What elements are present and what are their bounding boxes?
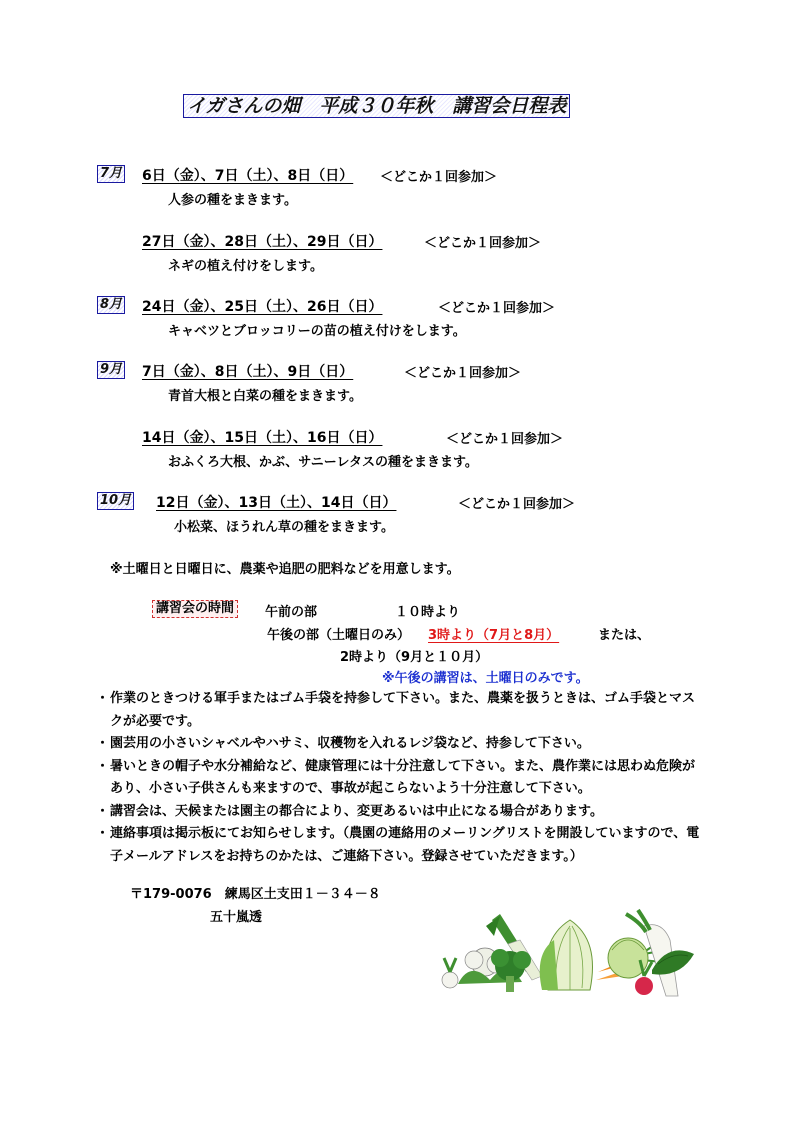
notice-item: ・ 講習会は、天候または園主の都合により、変更あるいは中止になる場合があります。	[100, 801, 700, 824]
session-description: キャベツとブロッコリーの苗の植え付けをします。	[168, 324, 466, 339]
notice-item: ・ 園芸用の小さいシャベルやハサミ、収穫物を入れるレジ袋など、持参して下さい。	[100, 733, 700, 756]
time-label: 講習会の時間	[152, 600, 238, 618]
session-note: ＜どこか１回参加＞	[424, 236, 542, 251]
turnip-icon	[442, 958, 458, 988]
session-description: ネギの植え付けをします。	[168, 259, 323, 274]
month-label-october: 10月	[97, 492, 134, 510]
contact-name: 五十嵐透	[210, 910, 263, 925]
notice-item: ・ 連絡事項は掲示板にてお知らせします。（農園の連絡用のメーリングリストを開設していますので、電子メールアドレスをお持ちのかたは、ご連絡下さい。登録させていただきます。）	[100, 823, 700, 868]
session-note: ＜どこか１回参加＞	[458, 497, 576, 512]
month-label-july: 7月	[97, 165, 125, 183]
afternoon-label: 午後の部（土曜日のみ）	[267, 628, 411, 643]
session-note: ＜どこか１回参加＞	[438, 301, 556, 316]
session-dates: 12日（金）、13日（土）、14日（日）	[156, 495, 397, 511]
month-label-august: 8月	[97, 296, 125, 314]
afternoon-note: ※午後の講習は、土曜日のみです。	[382, 671, 589, 686]
session-description: 小松菜、ほうれん草の種をまきます。	[174, 520, 394, 535]
vegetables-illustration	[430, 900, 702, 1004]
session-note: ＜どこか１回参加＞	[404, 366, 522, 381]
session-dates: 27日（金）、28日（土）、29日（日）	[142, 234, 383, 250]
session-description: 青首大根と白菜の種をまきます。	[168, 389, 362, 404]
afternoon-time-summer: 3時より（7月と8月）	[428, 628, 560, 643]
session-dates: 24日（金）、25日（土）、26日（日）	[142, 299, 383, 315]
session-dates: 14日（金）、15日（土）、16日（日）	[142, 430, 383, 446]
notice-item: ・ 暑いときの帽子や水分補給など、健康管理には十分注意して下さい。また、農作業には思わぬ危険があり、小さい子供さんも来ますので、事故が起こらないよう十分注意して下さい。	[100, 756, 700, 801]
address: 〒179-0076 練馬区土支田１－３４－８	[130, 887, 381, 902]
afternoon-time-autumn: 2時より（9月と１０月）	[340, 650, 489, 665]
session-description: 人参の種をまきます。	[168, 193, 297, 208]
supply-note: ※土曜日と日曜日に、農薬や追肥の肥料などを用意します。	[110, 562, 460, 577]
chinese-cabbage-icon	[540, 920, 593, 990]
notice-item: ・ 作業のときつける軍手またはゴム手袋を持参して下さい。また、農薬を扱うときは、ゴム手袋とマスクが必要です。	[100, 688, 700, 733]
session-dates: 6日（金）、7日（土）、8日（日）	[142, 168, 354, 184]
morning-label: 午前の部	[265, 605, 318, 620]
notice-list	[100, 688, 700, 868]
session-note: ＜どこか１回参加＞	[380, 170, 498, 185]
session-note: ＜どこか１回参加＞	[446, 432, 564, 447]
session-description: おふくろ大根、かぶ、サニーレタスの種をまきます。	[168, 455, 478, 470]
broccoli-icon	[491, 949, 531, 992]
afternoon-or: または、	[598, 628, 651, 643]
session-dates: 7日（金）、8日（土）、9日（日）	[142, 364, 354, 380]
morning-time: １０時より	[395, 605, 461, 620]
month-label-september: 9月	[97, 361, 125, 379]
page-title: イガさんの畑 平成３０年秋 講習会日程表	[183, 94, 570, 118]
